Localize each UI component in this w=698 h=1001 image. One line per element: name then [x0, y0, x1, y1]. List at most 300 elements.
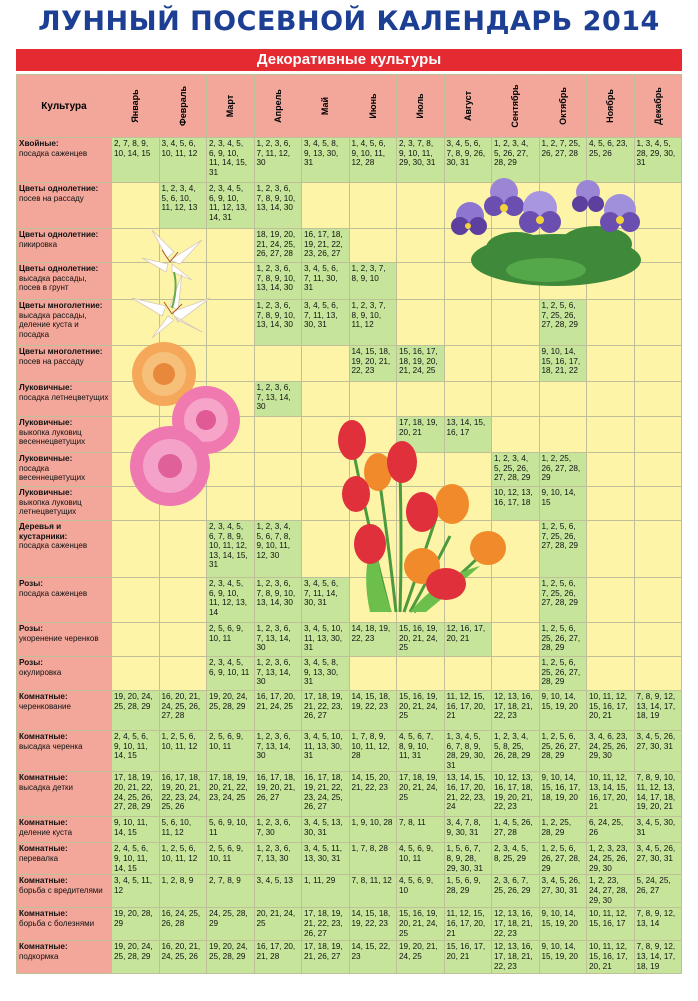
empty-cell	[207, 263, 255, 300]
crop-task: посадка саженцев	[19, 148, 88, 158]
empty-cell	[444, 657, 492, 691]
page-title: ЛУННЫЙ ПОСЕВНОЙ КАЛЕНДАРЬ 2014	[38, 6, 660, 37]
empty-cell	[492, 183, 540, 229]
empty-cell	[302, 183, 350, 229]
month-label: Май	[320, 96, 331, 116]
table-row	[17, 138, 682, 183]
dates-cell: 1, 2, 5, 6, 7, 25, 26, 27, 28, 29	[539, 300, 587, 346]
empty-cell	[349, 382, 397, 417]
dates-cell: 1, 2, 5, 6, 26, 27, 28, 29	[539, 843, 587, 875]
empty-cell	[349, 417, 397, 453]
dates-cell: 5, 6, 10, 11, 12	[159, 817, 207, 843]
dates-cell: 2, 3, 4, 5, 6, 7, 8, 9, 10, 11, 12, 13, 14, 15, 31	[207, 521, 255, 578]
dates-cell: 7, 8, 9, 12, 13, 14	[634, 908, 682, 941]
empty-cell	[539, 382, 587, 417]
empty-cell	[397, 183, 445, 229]
dates-cell: 24, 25, 28, 29	[207, 908, 255, 941]
dates-cell: 4, 5, 6, 9, 10	[397, 875, 445, 908]
dates-cell: 15, 16, 17, 20, 21	[444, 941, 492, 974]
dates-cell: 2, 3, 4, 5, 6, 9, 10, 11, 12, 13, 14	[207, 578, 255, 623]
empty-cell	[587, 382, 635, 417]
empty-cell	[539, 183, 587, 229]
month-label: Сентябрь	[510, 84, 521, 128]
empty-cell	[587, 300, 635, 346]
empty-cell	[587, 578, 635, 623]
crop-cell	[17, 183, 112, 229]
dates-cell: 14, 18, 19, 22, 23	[349, 623, 397, 657]
dates-cell: 1, 2, 3, 6, 7, 8, 9, 10, 13, 14, 30	[254, 300, 302, 346]
dates-cell: 1, 2, 3, 6, 7, 11, 12, 30	[254, 138, 302, 183]
empty-cell	[634, 521, 682, 578]
dates-cell: 19, 20, 24, 25, 28, 29	[112, 941, 160, 974]
dates-cell: 14, 15, 22, 23	[349, 941, 397, 974]
table-row	[17, 657, 682, 691]
dates-cell: 1, 2, 3, 4, 5, 8, 25, 26, 28, 29	[492, 731, 540, 772]
table-row	[17, 731, 682, 772]
crop-name: Луковичные:	[19, 454, 73, 463]
table-row	[17, 417, 682, 453]
empty-cell	[587, 521, 635, 578]
dates-cell: 2, 4, 5, 6, 9, 10, 11, 14, 15	[112, 843, 160, 875]
dates-cell: 10, 11, 12, 15, 16, 17	[587, 908, 635, 941]
empty-cell	[444, 229, 492, 263]
empty-cell	[302, 487, 350, 521]
crop-task: борьба с вредителями	[19, 885, 103, 895]
dates-cell: 3, 4, 6, 23, 24, 25, 26, 29, 30	[587, 731, 635, 772]
dates-cell: 15, 16, 19, 20, 21, 24, 25	[397, 623, 445, 657]
dates-cell: 12, 13, 16, 17, 18, 21, 22, 23	[492, 941, 540, 974]
empty-cell	[492, 300, 540, 346]
month-header	[492, 75, 540, 138]
dates-cell: 15, 16, 17, 18, 19, 20, 21, 24, 25	[397, 346, 445, 382]
crop-name: Комнатные:	[19, 876, 68, 886]
month-label: Январь	[130, 89, 141, 123]
crop-task: борьба с болезнями	[19, 918, 95, 928]
empty-cell	[302, 346, 350, 382]
dates-cell: 20, 21, 24, 25	[254, 908, 302, 941]
dates-cell: 9, 10, 14, 15, 19, 20	[539, 941, 587, 974]
empty-cell	[112, 453, 160, 487]
table-row	[17, 453, 682, 487]
month-header	[159, 75, 207, 138]
crop-cell	[17, 417, 112, 453]
dates-cell: 16, 17, 18, 19, 20, 21, 22, 23, 24, 25, 26	[159, 772, 207, 817]
crop-task: окулировка	[19, 667, 62, 677]
dates-cell: 10, 12, 13, 16, 17, 18	[492, 487, 540, 521]
dates-cell: 17, 18, 19, 21, 22, 23, 26, 27	[302, 691, 350, 731]
table-row	[17, 817, 682, 843]
empty-cell	[302, 521, 350, 578]
empty-cell	[159, 263, 207, 300]
crop-cell	[17, 772, 112, 817]
empty-cell	[587, 453, 635, 487]
crop-task: укоренение черенков	[19, 633, 99, 643]
empty-cell	[634, 300, 682, 346]
section-subtitle: Декоративные культуры	[16, 49, 682, 71]
dates-cell: 3, 4, 5, 13	[254, 875, 302, 908]
month-header	[539, 75, 587, 138]
dates-cell: 10, 11, 12, 15, 16, 17, 20, 21	[587, 941, 635, 974]
month-label: Декабрь	[652, 87, 663, 125]
dates-cell: 3, 4, 5, 30, 31	[634, 817, 682, 843]
dates-cell: 2, 3, 4, 5, 6, 9, 10, 11, 14, 15, 31	[207, 138, 255, 183]
crop-task: черенкование	[19, 701, 71, 711]
month-header	[207, 75, 255, 138]
dates-cell: 9, 10, 14, 15	[539, 487, 587, 521]
crop-cell	[17, 657, 112, 691]
month-header	[302, 75, 350, 138]
dates-cell: 1, 2, 3, 6, 7, 13, 14, 30	[254, 623, 302, 657]
empty-cell	[634, 623, 682, 657]
empty-cell	[159, 229, 207, 263]
empty-cell	[587, 229, 635, 263]
month-label: Июль	[415, 93, 426, 119]
dates-cell: 1, 7, 8, 9, 10, 11, 12, 28	[349, 731, 397, 772]
header-row	[17, 75, 682, 138]
empty-cell	[254, 453, 302, 487]
dates-cell: 19, 20, 24, 25, 28, 29	[207, 691, 255, 731]
empty-cell	[492, 657, 540, 691]
dates-cell: 1, 2, 8, 9	[159, 875, 207, 908]
empty-cell	[634, 263, 682, 300]
empty-cell	[207, 346, 255, 382]
crop-name: Цветы многолетние:	[19, 301, 103, 310]
dates-cell: 3, 4, 5, 26, 27, 30, 31	[634, 731, 682, 772]
crop-task: посадка саженцев	[19, 588, 88, 598]
month-label: Февраль	[177, 86, 188, 126]
crop-cell	[17, 521, 112, 578]
crop-task: подкормка	[19, 951, 59, 961]
lunar-calendar-table	[16, 74, 682, 974]
empty-cell	[397, 229, 445, 263]
dates-cell: 1, 2, 3, 6, 7, 8, 9, 10, 13, 14, 30	[254, 183, 302, 229]
empty-cell	[349, 183, 397, 229]
empty-cell	[159, 417, 207, 453]
crop-cell	[17, 908, 112, 941]
empty-cell	[539, 229, 587, 263]
empty-cell	[397, 263, 445, 300]
empty-cell	[159, 346, 207, 382]
month-header	[112, 75, 160, 138]
empty-cell	[634, 346, 682, 382]
empty-cell	[349, 657, 397, 691]
dates-cell: 4, 5, 6, 23, 25, 26	[587, 138, 635, 183]
dates-cell: 9, 10, 11, 14, 15	[112, 817, 160, 843]
dates-cell: 11, 12, 15, 16, 17, 20, 21	[444, 691, 492, 731]
dates-cell: 1, 2, 3, 6, 7, 13, 14, 30	[254, 731, 302, 772]
dates-cell: 3, 4, 5, 10, 11, 13, 30, 31	[302, 623, 350, 657]
table-row	[17, 263, 682, 300]
dates-cell: 16, 17, 18, 19, 21, 22, 23, 26, 27	[302, 229, 350, 263]
dates-cell: 1, 2, 3, 4, 5, 25, 26, 27, 28, 29	[492, 453, 540, 487]
dates-cell: 18, 19, 20, 21, 24, 25, 26, 27, 28	[254, 229, 302, 263]
dates-cell: 4, 5, 6, 9, 10, 11	[397, 843, 445, 875]
dates-cell: 17, 18, 19, 20, 21, 24, 25	[397, 772, 445, 817]
empty-cell	[159, 578, 207, 623]
empty-cell	[634, 487, 682, 521]
empty-cell	[159, 487, 207, 521]
empty-cell	[302, 453, 350, 487]
dates-cell: 1, 2, 3, 6, 7, 30	[254, 817, 302, 843]
crop-task: посев на рассаду	[19, 193, 84, 203]
empty-cell	[159, 521, 207, 578]
dates-cell: 1, 2, 5, 6, 7, 25, 26, 27, 28, 29	[539, 578, 587, 623]
crop-name: Цветы многолетние:	[19, 347, 103, 356]
empty-cell	[112, 657, 160, 691]
crop-cell	[17, 346, 112, 382]
month-label: Июнь	[367, 93, 378, 119]
empty-cell	[492, 346, 540, 382]
dates-cell: 19, 20, 24, 25, 28, 29	[112, 691, 160, 731]
crop-cell	[17, 691, 112, 731]
empty-cell	[444, 521, 492, 578]
empty-cell	[492, 417, 540, 453]
empty-cell	[492, 382, 540, 417]
dates-cell: 2, 7, 8, 9	[207, 875, 255, 908]
dates-cell: 4, 5, 6, 7, 8, 9, 10, 11, 31	[397, 731, 445, 772]
dates-cell: 12, 13, 16, 17, 18, 21, 22, 23	[492, 908, 540, 941]
empty-cell	[444, 300, 492, 346]
empty-cell	[492, 623, 540, 657]
dates-cell: 1, 2, 5, 6, 25, 26, 27, 28, 29	[539, 731, 587, 772]
empty-cell	[492, 229, 540, 263]
empty-cell	[349, 453, 397, 487]
crop-task: посадка летнецветущих	[19, 392, 109, 402]
dates-cell: 11, 12, 15, 16, 17, 20, 21	[444, 908, 492, 941]
empty-cell	[444, 183, 492, 229]
dates-cell: 1, 2, 5, 6, 25, 26, 27, 28, 29	[539, 657, 587, 691]
crop-name: Цветы однолетние:	[19, 264, 99, 273]
month-label: Март	[225, 94, 236, 118]
crop-name: Комнатные:	[19, 773, 68, 783]
empty-cell	[492, 263, 540, 300]
empty-cell	[444, 453, 492, 487]
empty-cell	[112, 417, 160, 453]
empty-cell	[349, 521, 397, 578]
dates-cell: 2, 5, 6, 9, 10, 11	[207, 623, 255, 657]
empty-cell	[112, 521, 160, 578]
dates-cell: 7, 8, 9, 10, 11, 12, 13, 14, 17, 18, 19, 20, 21	[634, 772, 682, 817]
empty-cell	[492, 521, 540, 578]
crop-task: перевалка	[19, 853, 59, 863]
dates-cell: 1, 2, 3, 7, 8, 9, 10	[349, 263, 397, 300]
dates-cell: 10, 11, 12, 13, 14, 15, 16, 17, 20, 21	[587, 772, 635, 817]
empty-cell	[159, 300, 207, 346]
empty-cell	[207, 417, 255, 453]
crop-cell	[17, 300, 112, 346]
crop-name: Розы:	[19, 658, 43, 667]
dates-cell: 1, 2, 7, 25, 26, 27, 28	[539, 138, 587, 183]
dates-cell: 3, 4, 5, 8, 9, 13, 30, 31	[302, 657, 350, 691]
empty-cell	[539, 417, 587, 453]
empty-cell	[159, 657, 207, 691]
empty-cell	[397, 382, 445, 417]
dates-cell: 3, 4, 5, 6, 7, 8, 9, 26, 30, 31	[444, 138, 492, 183]
dates-cell: 1, 5, 6, 7, 8, 9, 28, 29, 30, 31	[444, 843, 492, 875]
month-header	[397, 75, 445, 138]
empty-cell	[112, 263, 160, 300]
empty-cell	[112, 382, 160, 417]
dates-cell: 16, 24, 25, 26, 28	[159, 908, 207, 941]
dates-cell: 10, 12, 13, 16, 17, 18, 19, 20, 21, 22, 23	[492, 772, 540, 817]
crop-cell	[17, 229, 112, 263]
dates-cell: 17, 18, 19, 20, 21, 22, 23, 24, 25	[207, 772, 255, 817]
dates-cell: 3, 4, 5, 6, 10, 11, 12	[159, 138, 207, 183]
dates-cell: 19, 20, 24, 25, 28, 29	[207, 941, 255, 974]
crop-name: Розы:	[19, 579, 43, 588]
empty-cell	[349, 487, 397, 521]
dates-cell: 2, 5, 6, 9, 10, 11	[207, 843, 255, 875]
table-row	[17, 772, 682, 817]
dates-cell: 2, 3, 4, 5, 6, 9, 10, 11, 12, 13, 14, 31	[207, 183, 255, 229]
dates-cell: 3, 4, 5, 6, 7, 11, 14, 30, 31	[302, 578, 350, 623]
empty-cell	[539, 263, 587, 300]
empty-cell	[444, 346, 492, 382]
dates-cell: 6, 24, 25, 26	[587, 817, 635, 843]
crop-task: выкопка луковиц весеннецветущих	[19, 427, 86, 446]
empty-cell	[302, 417, 350, 453]
dates-cell: 2, 5, 6, 9, 10, 11	[207, 731, 255, 772]
dates-cell: 1, 4, 5, 6, 9, 10, 11, 12, 28	[349, 138, 397, 183]
crop-name: Хвойные:	[19, 139, 59, 148]
dates-cell: 14, 15, 20, 21, 22, 23	[349, 772, 397, 817]
empty-cell	[634, 657, 682, 691]
empty-cell	[207, 453, 255, 487]
empty-cell	[634, 229, 682, 263]
month-header	[349, 75, 397, 138]
dates-cell: 1, 2, 5, 6, 7, 25, 26, 27, 28, 29	[539, 521, 587, 578]
dates-cell: 13, 14, 15, 16, 17, 20, 21, 22, 23, 24	[444, 772, 492, 817]
crop-cell	[17, 731, 112, 772]
dates-cell: 14, 15, 18, 19, 20, 21, 22, 23	[349, 346, 397, 382]
month-header	[254, 75, 302, 138]
dates-cell: 3, 4, 5, 26, 27, 30, 31	[634, 843, 682, 875]
dates-cell: 7, 8, 11	[397, 817, 445, 843]
dates-cell: 1, 3, 4, 5, 6, 7, 8, 9, 28, 29, 30, 31	[444, 731, 492, 772]
crop-cell	[17, 138, 112, 183]
empty-cell	[207, 229, 255, 263]
empty-cell	[397, 578, 445, 623]
dates-cell: 16, 17, 18, 19, 20, 21, 26, 27	[254, 772, 302, 817]
dates-cell: 14, 15, 18, 19, 22, 23	[349, 691, 397, 731]
empty-cell	[587, 346, 635, 382]
table-row	[17, 578, 682, 623]
empty-cell	[349, 229, 397, 263]
crop-name: Комнатные:	[19, 692, 68, 701]
crop-name: Луковичные:	[19, 383, 73, 392]
month-header	[444, 75, 492, 138]
dates-cell: 15, 16, 19, 20, 21, 24, 25	[397, 908, 445, 941]
empty-cell	[634, 183, 682, 229]
dates-cell: 10, 11, 12, 15, 16, 17, 20, 21	[587, 691, 635, 731]
dates-cell: 7, 8, 9, 12, 13, 14, 17, 18, 19	[634, 691, 682, 731]
table-row	[17, 691, 682, 731]
dates-cell: 17, 18, 19, 20, 21, 22, 24, 25, 26, 27, 28, 29	[112, 772, 160, 817]
empty-cell	[112, 578, 160, 623]
crop-name: Луковичные:	[19, 418, 73, 427]
empty-cell	[397, 453, 445, 487]
crop-task: высадка рассады, деление куста и посадка	[19, 310, 87, 339]
table-row	[17, 941, 682, 974]
crop-cell	[17, 487, 112, 521]
crop-task: выкопка луковиц летнецветущих	[19, 497, 82, 516]
empty-cell	[634, 578, 682, 623]
dates-cell: 5, 6, 9, 10, 11	[207, 817, 255, 843]
dates-cell: 1, 2, 3, 4, 5, 6, 10, 11, 12, 13	[159, 183, 207, 229]
table-row	[17, 229, 682, 263]
crop-name: Комнатные:	[19, 818, 68, 828]
crop-task: высадка детки	[19, 782, 73, 792]
dates-cell: 1, 7, 8, 28	[349, 843, 397, 875]
empty-cell	[112, 183, 160, 229]
crop-cell	[17, 843, 112, 875]
crop-task: высадка рассады, посев в грунт	[19, 273, 87, 292]
crop-name: Цветы однолетние:	[19, 230, 99, 239]
empty-cell	[254, 346, 302, 382]
table-row	[17, 382, 682, 417]
dates-cell: 16, 17, 20, 21, 28	[254, 941, 302, 974]
crop-name: Розы:	[19, 624, 43, 633]
dates-cell: 1, 2, 5, 6, 10, 11, 12	[159, 843, 207, 875]
dates-cell: 17, 18, 19, 21, 26, 27	[302, 941, 350, 974]
crop-name: Цветы однолетние:	[19, 184, 99, 193]
dates-cell: 17, 18, 19, 21, 22, 23, 26, 27	[302, 908, 350, 941]
dates-cell: 3, 4, 5, 26, 27, 30, 31	[539, 875, 587, 908]
empty-cell	[207, 300, 255, 346]
empty-cell	[587, 623, 635, 657]
empty-cell	[112, 229, 160, 263]
empty-cell	[207, 382, 255, 417]
dates-cell: 1, 2, 3, 6, 7, 8, 9, 10, 13, 14, 30	[254, 578, 302, 623]
empty-cell	[397, 521, 445, 578]
dates-cell: 1, 2, 3, 7, 8, 9, 10, 11, 12	[349, 300, 397, 346]
empty-cell	[587, 263, 635, 300]
dates-cell: 1, 2, 3, 23, 24, 25, 26, 29, 30	[587, 843, 635, 875]
crop-cell	[17, 817, 112, 843]
table-row	[17, 487, 682, 521]
dates-cell: 16, 20, 21, 24, 25, 26	[159, 941, 207, 974]
dates-cell: 2, 3, 4, 5, 6, 9, 10, 11	[207, 657, 255, 691]
empty-cell	[587, 657, 635, 691]
dates-cell: 19, 20, 21, 24, 25	[397, 941, 445, 974]
crop-column-header: Культура	[17, 75, 112, 138]
crop-name: Комнатные:	[19, 909, 68, 919]
empty-cell	[587, 183, 635, 229]
dates-cell: 12, 16, 17, 20, 21	[444, 623, 492, 657]
dates-cell: 3, 4, 7, 8, 9, 30, 31	[444, 817, 492, 843]
crop-name: Комнатные:	[19, 732, 68, 741]
table-row	[17, 183, 682, 229]
empty-cell	[112, 300, 160, 346]
dates-cell: 3, 4, 5, 8, 9, 13, 30, 31	[302, 138, 350, 183]
empty-cell	[254, 487, 302, 521]
table-row	[17, 300, 682, 346]
dates-cell: 1, 4, 5, 26, 27, 28	[492, 817, 540, 843]
crop-name: Комнатные:	[19, 942, 68, 952]
crop-name: Деревья и кустарники:	[19, 522, 68, 541]
dates-cell: 9, 10, 14, 15, 19, 20	[539, 691, 587, 731]
empty-cell	[492, 578, 540, 623]
table-row	[17, 875, 682, 908]
dates-cell: 17, 18, 19, 20, 21	[397, 417, 445, 453]
month-header	[634, 75, 682, 138]
empty-cell	[112, 487, 160, 521]
month-header	[587, 75, 635, 138]
dates-cell: 2, 4, 5, 6, 9, 10, 11, 14, 15	[112, 731, 160, 772]
dates-cell: 7, 8, 9, 12, 13, 14, 17, 18, 19	[634, 941, 682, 974]
dates-cell: 1, 11, 29	[302, 875, 350, 908]
table-row	[17, 521, 682, 578]
